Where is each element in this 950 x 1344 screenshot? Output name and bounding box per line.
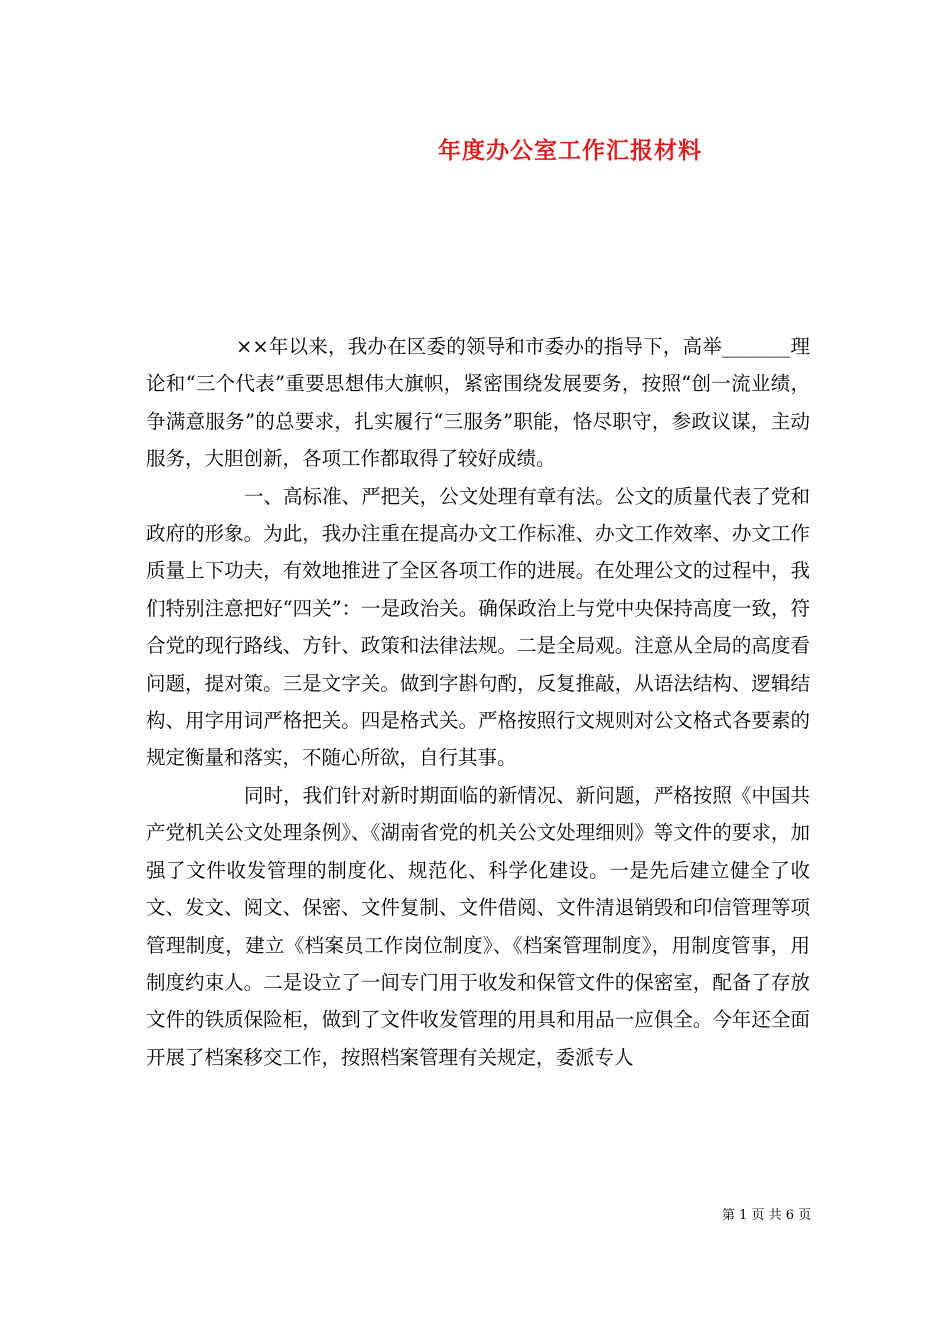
- page-number-footer: 第 1 页 共 6 页: [722, 1208, 812, 1223]
- paragraph-section-one: 一、高标准、严把关，公文处理有章有法。公文的质量代表了党和政府的形象。为此，我办注重在提高办文工作标准、办文工作效率、办文工作质量上下功夫，有效地推进了全区各项工作的进展。在处理公文的过程中，我们特别注意把好“四关”：一是政治关。确保政治上与党中央保持高度一致，符合党的现行路线、方针、政策和法律法规。二是全局观。注意从全局的高度看问题，提对策。三是文字关。做到字斟句酌，反复推敲，从语法结构、逻辑结构、用字用词严格把关。四是格式关。严格按照行文规则对公文格式各要素的规定衡量和落实，不随心所欲，自行其事。: [146, 484, 810, 770]
- document-body: [146, 328, 810, 1076]
- paragraph-intro: ××年以来，我办在区委的领导和市委办的指导下，高举_______理论和“三个代表”重要思想伟大旗帜，紧密围绕发展要务，按照“创一流业绩，争满意服务”的总要求，扎实履行“三服务”职能，恪尽职守，参政议谋，主动服务，大胆创新，各项工作都取得了较好成绩。: [146, 335, 810, 471]
- document-title: 年度办公室工作汇报材料: [438, 137, 702, 164]
- paragraph-meanwhile: 同时，我们针对新时期面临的新情况、新问题，严格按照《中国共产党机关公文处理条例》、《湖南省党的机关公文处理细则》等文件的要求，加强了文件收发管理的制度化、规范化、科学化建设。一是先后建立健全了收文、发文、阅文、保密、文件复制、文件借阅、文件清退销毁和印信管理等项管理制度，建立《档案员工作岗位制度》、《档案管理制度》，用制度管事，用制度约束人。二是设立了一间专门用于收发和保管文件的保密室，配备了存放文件的铁质保险柜，做到了文件收发管理的用具和用品一应俱全。今年还全面开展了档案移交工作，按照档案管理有关规定，委派专人: [146, 783, 810, 1069]
